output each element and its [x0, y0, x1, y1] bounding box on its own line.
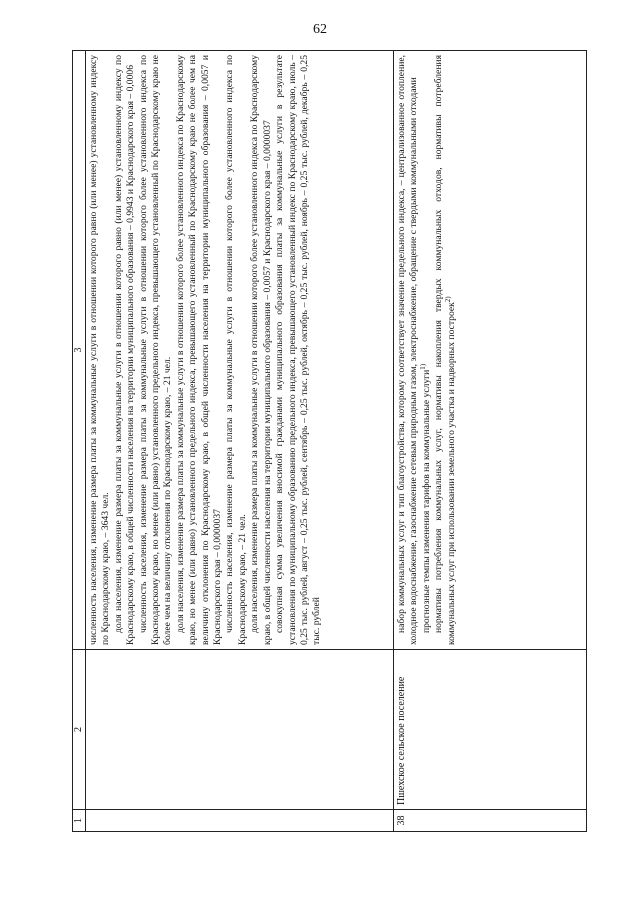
table-header-row — [73, 51, 86, 832]
indicator-text: нормативы потребления коммунальных услуг, нормативы накопления твердых коммунальных отходов, нормативы потребления коммунальных услуг при использовании земельного участка и надворных построек — [433, 55, 457, 645]
cell-indicators-continued — [86, 51, 394, 650]
indicator-paragraph: численность населения, изменение размера платы за коммунальные услуги в отношении которого более установленного индекса по Краснодарскому краю, но менее (или равно) установленного предельного индекса, превышающего установленный по Краснодарскому краю не более чем на величину отклонения по Краснодарскому краю, – 21 чел. — [137, 55, 174, 645]
header-col-1: 1 — [73, 810, 86, 832]
indicator-paragraph: доля населения, изменение размера платы за коммунальные услуги в отношении которого более установленного индекса по Краснодарскому краю, в общей численности населения на территории муниципального образования – 0,0057 и Краснодарского края – 0,0000037 — [249, 55, 273, 645]
indicator-paragraph: набор коммунальных услуг и тип благоустройства, которому соответствует значение предельного индекса, – централизованное отопление, холодное водоснабжение, газоснабжение сетевым природным газом, электроснабжение, обращение с твердыми коммунальными отходами — [396, 55, 420, 645]
header-col-3: 3 — [73, 51, 86, 650]
cell-settlement-empty — [86, 650, 394, 810]
indicator-paragraph — [418, 55, 433, 645]
indicator-paragraph: численность населения, изменение размера платы за коммунальные услуги в отношении которого более установленного индекса по Краснодарскому краю, – 21 чел. — [224, 55, 248, 645]
row-number: 38 — [394, 810, 587, 832]
cell-indicators-38 — [394, 51, 587, 650]
footnote-mark: 1) — [418, 363, 427, 370]
table-row-continued — [86, 51, 394, 832]
rotated-table-container — [72, 50, 587, 832]
page-number: 62 — [313, 22, 327, 37]
header-col-2: 2 — [73, 650, 86, 810]
indicator-paragraph: совокупная сумма увеличения вносимой гражданами муниципального образования платы за коммунальные услуги в результате установления по муниципальному образованию предельного индекса, превышающего установленный индекс по Краснодарскому краю, июль – 0,25 тыс. рублей, август – 0,25 тыс. рублей, сентябрь – 0,25 тыс. рублей, октябрь – 0,25 тыс. рублей, ноябрь – 0,25 тыс. рублей, декабрь – 0,25 тыс. рублей — [274, 55, 323, 645]
footnote-mark: 2) — [443, 296, 452, 303]
indicator-paragraph: численность населения, изменение размера платы за коммунальные услуги в отношении которого равно (или менее) установленному индексу по Краснодарскому краю, – 3643 чел. — [88, 55, 112, 645]
indicator-paragraph — [433, 55, 458, 645]
indicator-paragraph: доля населения, изменение размера платы за коммунальные услуги в отношении которого равно (или менее) установленному индексу по Краснодарскому краю, в общей численности населения на территории муниципального образования – 0,9943 и Краснодарского края – 0,0006 — [112, 55, 137, 645]
indicator-text: прогнозные темпы изменения тарифов на коммунальные услуги — [420, 369, 432, 633]
settlement-name: Пшехское сельское поселение — [394, 650, 587, 810]
tariff-table — [72, 50, 587, 832]
cell-number-empty — [86, 810, 394, 832]
table-row-38 — [394, 51, 587, 832]
indicator-paragraph: доля населения, изменение размера платы за коммунальные услуги в отношении которого более установленного индекса по Краснодарскому краю, но менее (или равно) установленного предельного индекса, превышающего установленный по Краснодарскому краю не более чем на величину отклонения по Краснодарскому краю, в общей численности населения на территории муниципального образования – 0,0057 и Краснодарского края – 0,0000037 — [174, 55, 224, 645]
